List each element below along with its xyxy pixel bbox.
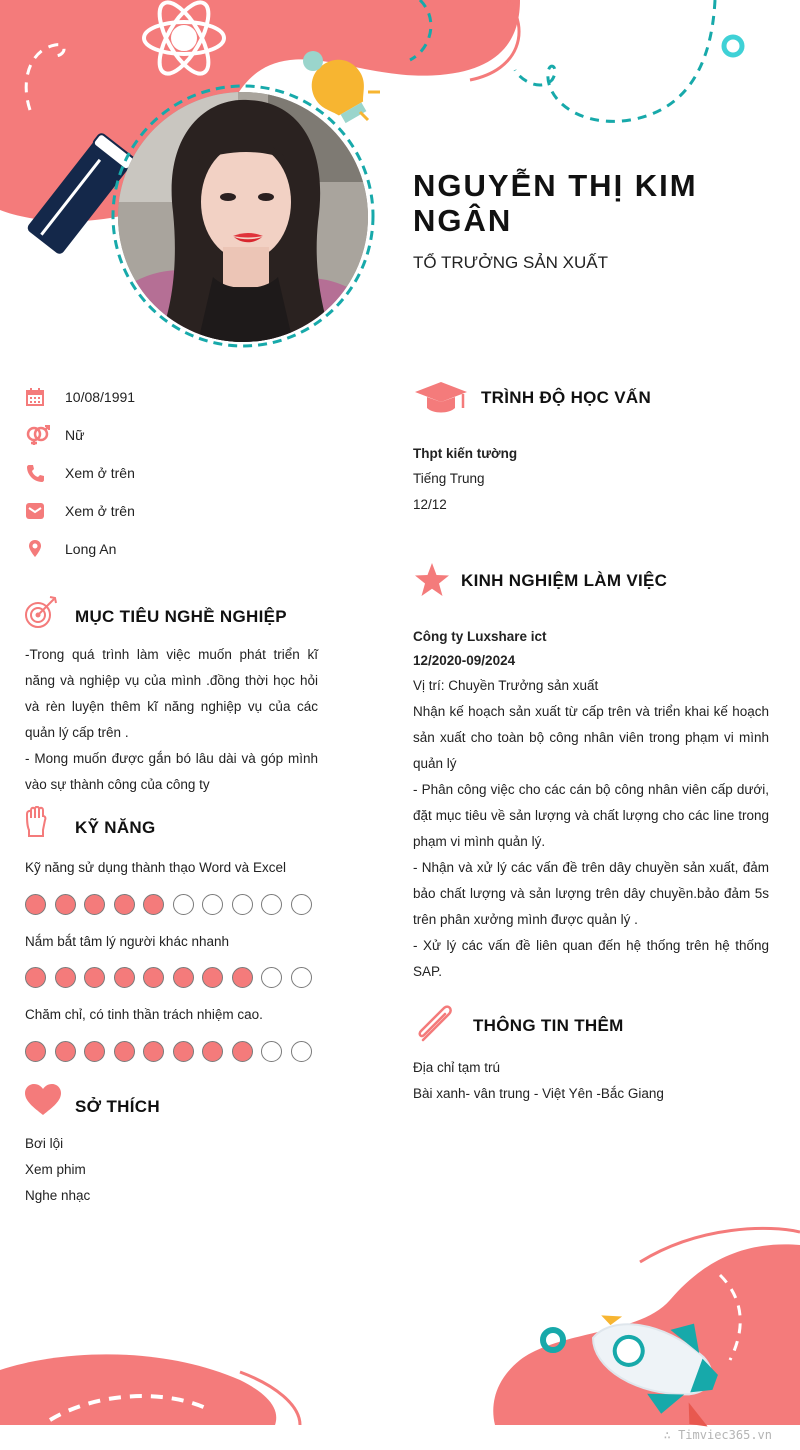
bulb-cap bbox=[303, 51, 323, 71]
calendar-icon bbox=[25, 385, 55, 409]
skill-label: Kỹ năng sử dụng thành thạo Word và Excel bbox=[25, 860, 286, 875]
gender-icon bbox=[25, 423, 55, 447]
graduation-cap-icon bbox=[413, 380, 469, 421]
rating-dot-filled bbox=[202, 967, 223, 988]
rating-dot-filled bbox=[55, 894, 76, 915]
experience-position: Vị trí: Chuyền Trưởng sản xuất bbox=[413, 678, 599, 693]
info-phone bbox=[25, 461, 135, 485]
phone-icon bbox=[25, 461, 55, 485]
info-gender bbox=[25, 423, 84, 447]
teal-dot-bottom bbox=[543, 1330, 563, 1350]
rating-dot-filled bbox=[25, 1041, 46, 1062]
rating-dot-filled bbox=[114, 1041, 135, 1062]
location-pin-icon bbox=[25, 537, 55, 561]
email-value: Xem ở trên bbox=[65, 503, 135, 519]
rating-dot-filled bbox=[25, 967, 46, 988]
watermark: ∴ Timviec365.vn bbox=[663, 1428, 772, 1442]
fist-icon bbox=[24, 806, 48, 843]
education-major: Tiếng Trung bbox=[413, 471, 485, 486]
rating-dot-filled bbox=[143, 894, 164, 915]
rating-dot-empty bbox=[291, 1041, 312, 1062]
rating-dot-filled bbox=[114, 894, 135, 915]
rating-dot-empty bbox=[261, 1041, 282, 1062]
extra-label: Địa chỉ tạm trú bbox=[413, 1060, 501, 1075]
rating-dot-empty bbox=[291, 894, 312, 915]
rating-dot-filled bbox=[143, 1041, 164, 1062]
experience-line: - Xử lý các vấn đề liên quan đến hệ thống trên hệ thống SAP. bbox=[413, 938, 769, 979]
hobbies-title: SỞ THÍCH bbox=[75, 1097, 160, 1116]
info-birthday bbox=[25, 385, 135, 409]
rating-dot-empty bbox=[261, 967, 282, 988]
rating-dot-empty bbox=[291, 967, 312, 988]
objective-text bbox=[25, 642, 318, 798]
experience-period: 12/2020-09/2024 bbox=[413, 653, 516, 668]
education-title: TRÌNH ĐỘ HỌC VẤN bbox=[481, 388, 652, 407]
rating-dot-filled bbox=[114, 967, 135, 988]
hobby-item: Nghe nhạc bbox=[25, 1188, 91, 1203]
experience-description bbox=[413, 699, 769, 985]
mail-icon bbox=[25, 499, 55, 523]
rating-dot-empty bbox=[173, 894, 194, 915]
education-school: Thpt kiến tường bbox=[413, 446, 518, 461]
profile-photo bbox=[118, 92, 368, 342]
rating-dot-filled bbox=[84, 1041, 105, 1062]
target-icon bbox=[24, 595, 58, 634]
teal-dashed-curve bbox=[515, 0, 715, 121]
experience-line: - Nhận và xử lý các vấn đề trên dây chuyền sản xuất, đảm bảo chất lượng và sản lượng trên dây chuyền.bảo đảm 5s trên phân xưởng mình được quản lý . bbox=[413, 860, 769, 927]
rating-dot-filled bbox=[25, 894, 46, 915]
hobby-item: Xem phim bbox=[25, 1162, 86, 1177]
candidate-role: TỔ TRƯỞNG SẢN XUẤT bbox=[413, 253, 609, 272]
rating-dot-empty bbox=[202, 894, 223, 915]
rating-dot-filled bbox=[55, 967, 76, 988]
paperclip-icon bbox=[415, 1004, 459, 1049]
rating-dot-filled bbox=[84, 894, 105, 915]
heart-icon bbox=[25, 1084, 61, 1121]
rating-dot-filled bbox=[143, 967, 164, 988]
birthday-value: 10/08/1991 bbox=[65, 389, 136, 405]
extra-value: Bài xanh- vân trung - Việt Yên -Bắc Giang bbox=[413, 1086, 664, 1101]
address-value: Long An bbox=[65, 541, 117, 557]
info-email bbox=[25, 499, 135, 523]
skill-label: Chăm chỉ, có tinh thần trách nhiệm cao. bbox=[25, 1007, 263, 1022]
extra-title: THÔNG TIN THÊM bbox=[473, 1016, 624, 1035]
objective-title: MỤC TIÊU NGHỀ NGHIỆP bbox=[75, 607, 287, 626]
objective-line: - Mong muốn được gắn bó lâu dài và góp mình vào sự thành công của công ty bbox=[25, 751, 318, 792]
experience-title: KINH NGHIỆM LÀM VIỆC bbox=[461, 571, 668, 590]
star-icon bbox=[414, 563, 450, 602]
candidate-name: NGUYỄN THỊ KIM NGÂN bbox=[413, 168, 698, 238]
experience-line: Nhận kế hoạch sản xuất từ cấp trên và triển khai kế hoạch sản xuất cho toàn bộ công nhân viên trong phạm vi mình quản lý bbox=[413, 704, 769, 771]
phone-value: Xem ở trên bbox=[65, 465, 135, 481]
experience-company: Công ty Luxshare ict bbox=[413, 629, 547, 644]
skill-label: Nắm bắt tâm lý người khác nhanh bbox=[25, 934, 229, 949]
rating-dot-empty bbox=[261, 894, 282, 915]
skill-rating bbox=[25, 894, 320, 915]
rating-dot-empty bbox=[232, 894, 253, 915]
hobby-item: Bơi lội bbox=[25, 1136, 64, 1151]
rating-dot-filled bbox=[84, 967, 105, 988]
education-grade: 12/12 bbox=[413, 497, 447, 512]
rating-dot-filled bbox=[55, 1041, 76, 1062]
objective-line: -Trong quá trình làm việc muốn phát triển kĩ năng và nghiệp vụ của mình .đồng thời học hỏi và rèn luyện thêm kĩ năng nghiệp vụ của các quản lý cấp trên . bbox=[25, 647, 318, 740]
rating-dot-filled bbox=[173, 967, 194, 988]
info-address bbox=[25, 537, 116, 561]
teal-ring bbox=[724, 37, 742, 55]
experience-line: - Phân công việc cho các cán bộ công nhân viên cấp dưới, đặt mục tiêu về sản lượng và chất lượng cho các line trong phạm vi mình quản lý. bbox=[413, 782, 769, 849]
skill-rating bbox=[25, 1041, 320, 1062]
rating-dot-filled bbox=[202, 1041, 223, 1062]
skill-rating bbox=[25, 967, 320, 988]
rating-dot-filled bbox=[232, 1041, 253, 1062]
bottom-left-blob bbox=[0, 1354, 276, 1425]
gender-value: Nữ bbox=[65, 427, 85, 443]
rating-dot-filled bbox=[232, 967, 253, 988]
rating-dot-filled bbox=[173, 1041, 194, 1062]
skills-title: KỸ NĂNG bbox=[75, 818, 156, 837]
